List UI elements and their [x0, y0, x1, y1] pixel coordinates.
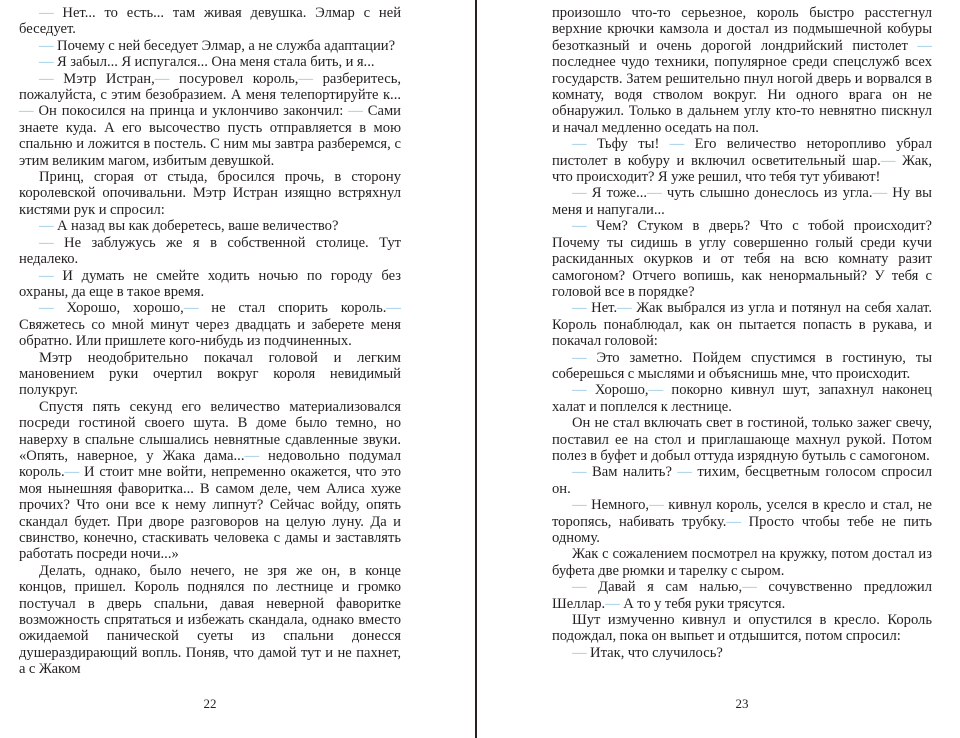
paragraph-text: произошло что-то серьезное, король быстро расстегнул верхние крючки камзола и достал из подмышечной кобуры безотказный и очень дорогой лондрийский пистолет [552, 5, 932, 54]
em-dash: — [19, 103, 34, 120]
paragraph [19, 218, 401, 234]
right-page-text [552, 5, 932, 661]
em-dash: — [244, 447, 260, 464]
paragraph [552, 645, 932, 661]
paragraph-text: И думать не смейте ходить ночью по городу без охраны, да еще в такое время. [19, 267, 401, 300]
paragraph [19, 563, 401, 678]
paragraph [552, 350, 932, 383]
em-dash: — [154, 70, 170, 87]
paragraph [552, 464, 932, 497]
paragraph-text: Нет... то есть... там живая девушка. Элмар с ней беседует. [19, 5, 401, 38]
paragraph-text: Немного, [586, 497, 650, 514]
paragraph-text: Жак, что происходит? Я уже решил, что тебя тут убивают! [552, 152, 932, 186]
paragraph-text: покорно кивнул шут, запахнул наконец халат и поплелся к лестнице. [552, 382, 932, 415]
right-page [477, 0, 960, 738]
page-number-right: 23 [735, 695, 749, 711]
paragraph-text: Почему с ней беседует Элмар, а не служба адаптации? [53, 37, 396, 54]
paragraph-text: Делать, однако, было нечего, не зря же он, в конце концов, пришел. Король поднялся по лестнице и громко постучал в дверь спальни, давая неверной фаворитке возможность спрятаться и избежать скандала, однако вместо ожидаемой панической суеты из спальни донесся душераздирающий вопль. Поняв, что дамой тут и не пахнет, а с Жаком [19, 562, 401, 678]
paragraph-text: Я забыл... Я испугался... Она меня стала бить, и я... [53, 54, 375, 71]
paragraph-text: Нет. [586, 300, 618, 317]
em-dash: — [917, 37, 932, 54]
em-dash: — [39, 300, 54, 317]
em-dash: — [39, 234, 54, 251]
paragraph [19, 38, 401, 54]
em-dash: — [677, 464, 692, 481]
paragraph [19, 54, 401, 70]
paragraph-text: Жак с сожалением посмотрел на кружку, потом достал из буфета две рюмки и тарелку с сыром. [552, 546, 932, 579]
em-dash: — [605, 595, 620, 612]
paragraph-text: тихим, бесцветным голосом спросил он. [552, 464, 933, 497]
em-dash: — [572, 136, 587, 153]
paragraph-text: Он покосился на принца и уклончиво закончил: [33, 103, 349, 120]
paragraph [19, 71, 401, 169]
paragraph-text: Просто чтобы тебе не пить одному. [552, 513, 932, 546]
paragraph-text: А то у тебя руки трясутся. [619, 595, 786, 612]
paragraph-text: Мэтр неодобрительно покачал головой и легким мановением руки очертил вокруг короля невидимый полукруг. [19, 349, 401, 399]
paragraph [552, 546, 932, 579]
paragraph [19, 399, 401, 563]
paragraph [19, 300, 401, 349]
paragraph-text: Это заметно. Пойдем спустимся в гостиную, ты соберешься с мыслями и объяснишь мне, что происходит. [552, 349, 932, 382]
paragraph-text: А назад вы как доберетесь, ваше величество? [53, 218, 339, 235]
paragraph-text: Сами знаете куда. А его высочество пусть отправляется в мою спальню и ложится в постель. С ним мы завтра разберемся, с этим великим магом, избитым девушкой. [19, 103, 401, 169]
paragraph-text: Шут измученно кивнул и опустился в кресло. Король подождал, пока он выпьет и отдышится, потом спросил: [552, 612, 932, 645]
paragraph [552, 136, 932, 185]
em-dash: — [669, 136, 685, 153]
paragraph-text: чуть слышно донеслось из угла. [661, 185, 873, 202]
paragraph [19, 268, 401, 301]
paragraph-text: Вам налить? [586, 464, 678, 481]
em-dash: — [572, 218, 587, 235]
em-dash: — [572, 644, 587, 661]
em-dash: — [880, 152, 896, 169]
em-dash: — [348, 103, 363, 120]
paragraph-text: разберитесь, пожалуйста, с этим безобразием. А меня телепортируйте к... [19, 70, 401, 104]
paragraph-text: последнее чудо техники, популярное среди спецслужб всех государств. Затем решительно пнул ногой дверь и ворвался в комнату, водя стволом вокруг. Ни одного врага он не обнаружил. Только в дальнем углу кто-то невнятно пискнул и начал медленно оседать на пол. [552, 54, 932, 136]
paragraph [552, 382, 932, 415]
em-dash: — [298, 70, 314, 87]
paragraph-text: Я тоже... [586, 185, 648, 202]
em-dash: — [572, 382, 587, 399]
paragraph [19, 169, 401, 218]
em-dash: — [39, 37, 54, 54]
em-dash: — [742, 579, 757, 596]
paragraph-text: Чем? Стуком в дверь? Что с тобой происходит? Почему ты сидишь в углу совершенно голый среди кучи раскиданных окурков и от тебя на всю комнату разит самогоном? Отчего вопишь, как ненормальный? У тебя с головой все в порядке? [552, 218, 932, 300]
paragraph-text: Итак, что случилось? [586, 644, 723, 661]
paragraph [552, 185, 932, 218]
paragraph-text: Жак выбрался из угла и потянул на себя халат. Король понаблюдал, как он пытается попасть в рукава, и покачал головой: [552, 300, 932, 350]
paragraph-text: Его величество неторопливо убрал пистолет в кобуру и включил осветительный шар. [552, 136, 932, 169]
em-dash: — [64, 464, 80, 481]
paragraph-text: Свяжетесь со мной минут через двадцать и заберете меня обратно. Или пришлете кого-нибудь из подчиненных. [19, 316, 401, 350]
em-dash: — [39, 5, 54, 21]
em-dash: — [572, 349, 587, 366]
em-dash: — [617, 300, 632, 317]
paragraph-text: посуровел король, [169, 70, 299, 87]
em-dash: — [39, 54, 54, 71]
em-dash: — [572, 300, 587, 317]
paragraph-text: Он не стал включать свет в гостиной, только зажег свечу, поставил ее на стол и приглашающе махнул рукой. Потом полез в буфет и добыл оттуда изрядную бутыль с самогоном. [552, 415, 932, 464]
left-page-text [19, 5, 401, 678]
paragraph-text: Хорошо, [586, 382, 649, 399]
paragraph [552, 612, 932, 645]
em-dash: — [572, 579, 587, 596]
paragraph-text: Мэтр Истран, [53, 70, 155, 87]
paragraph-text: Давай я сам налью, [586, 579, 743, 596]
em-dash: — [572, 464, 587, 481]
paragraph-text: Спустя пять секунд его величество материализовался посреди гостиной своего шута. В доме было темно, но наверху в спальне слышались невнятные сдавленные звуки. «Опять, наверное, у Жака дама... [19, 398, 401, 464]
paragraph-text: Тьфу ты! [586, 136, 670, 153]
em-dash: — [647, 185, 662, 202]
page-number-left: 22 [203, 695, 217, 711]
em-dash: — [39, 267, 54, 284]
paragraph [552, 218, 932, 300]
paragraph-text: Ну вы меня и напугали... [552, 185, 932, 218]
paragraph-text: Принц, сгорая от стыда, бросился прочь, в сторону королевской опочивальни. Мэтр Истран изящно встряхнул кистями рук и спросил: [19, 169, 401, 218]
paragraph [552, 579, 932, 612]
em-dash: — [572, 185, 587, 202]
paragraph-text: И стоит мне войти, непременно окажется, что это моя нынешняя фаворитка... В самом деле, чем Алиса хуже прочих? Что они все к нему липнут? Сейчас войду, опять скандал будет. При дворе разговоров на целую луну. Да и свинство, конечно, стаскивать человека с дамы и заставлять работать посреди ночи...» [19, 464, 401, 563]
em-dash: — [183, 300, 199, 317]
paragraph-text: не стал спорить король. [198, 300, 387, 317]
paragraph [552, 415, 932, 464]
paragraph-text: Хорошо, хорошо, [53, 300, 184, 317]
em-dash: — [726, 513, 742, 530]
em-dash: — [39, 70, 54, 87]
paragraph [19, 5, 401, 38]
paragraph-text: сочувственно предложил Шеллар. [552, 579, 932, 612]
paragraph [19, 350, 401, 399]
paragraph [552, 300, 932, 349]
paragraph [19, 235, 401, 268]
paragraph-text: Не заблужусь же я в собственной столице. Тут недалеко. [19, 234, 401, 268]
paragraph [552, 5, 932, 136]
left-page [0, 0, 475, 738]
em-dash: — [649, 497, 664, 514]
em-dash: — [648, 382, 664, 399]
paragraph-text: кивнул король, уселся в кресло и стал, не торопясь, набивать трубку. [552, 497, 932, 530]
em-dash: — [386, 300, 401, 317]
em-dash: — [39, 218, 54, 235]
em-dash: — [872, 185, 888, 202]
paragraph-text: недовольно подумал король. [19, 447, 401, 481]
em-dash: — [572, 497, 587, 514]
paragraph [552, 497, 932, 546]
